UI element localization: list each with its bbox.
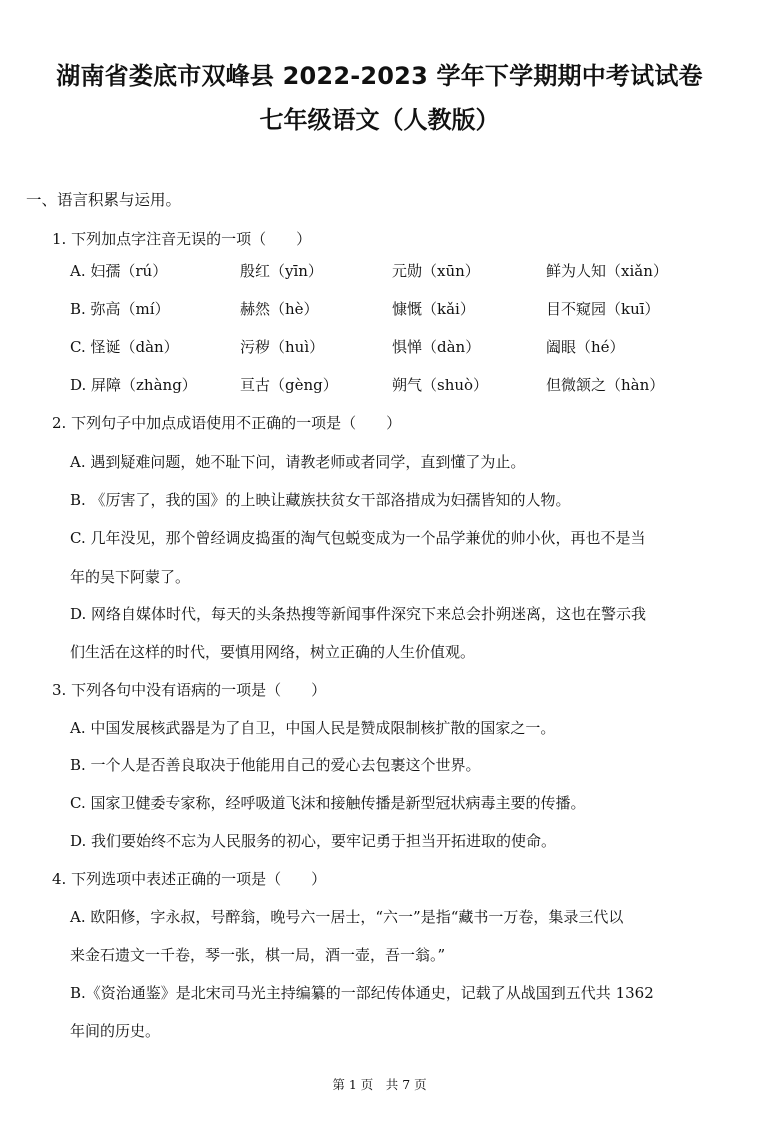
q1-option-a-2: 殷红（yīn） [240,262,323,280]
q1-option-d-1: D. 屏障（zhàng） [70,376,197,394]
section-heading: 一、语言积累与运用。 [26,191,182,209]
q1-option-b-3: 慷慨（kǎi） [392,300,475,318]
q1-option-d-3: 朔气（shuò） [392,376,489,394]
q1-option-c-4: 阖眼（hé） [546,338,625,356]
q1-option-c-1: C. 怪诞（dàn） [70,338,179,356]
q3-option-a: A. 中国发展核武器是为了自卫，中国人民是赞成限制核扩散的国家之一。 [70,719,556,737]
exam-title: 湖南省娄底市双峰县 2022-2023 学年下学期期中考试试卷 [56,62,703,90]
q2-option-b: B. 《厉害了，我的国》的上映让藏族扶贫女干部洛措成为妇孺皆知的人物。 [70,491,571,509]
q2-option-d-line2: 们生活在这样的时代，要慎用网络，树立正确的人生价值观。 [70,643,476,661]
q4-option-a-line2: 来金石遗文一千卷，琴一张，棋一局，酒一壶，吾一翁。” [70,946,446,964]
q2-option-a: A. 遇到疑难问题，她不耻下问，请教老师或者同学，直到懂了为止。 [70,453,526,471]
q4-option-a-line1: A. 欧阳修，字永叔，号醉翁，晚号六一居士，“六一”是指“藏书一万卷，集录三代以 [70,908,624,926]
q4-option-b-line1: B.《资治通鉴》是北宋司马光主持编纂的一部纪传体通史，记载了从战国到五代共 1362 [70,984,654,1002]
q3-option-b: B. 一个人是否善良取决于他能用自己的爱心去包裹这个世界。 [70,756,481,774]
q1-option-d-4: 但微颔之（hàn） [546,376,665,394]
question-1-stem: 1. 下列加点字注音无误的一项（ ） [52,230,312,248]
q1-option-a-4: 鲜为人知（xiǎn） [546,262,668,280]
q3-option-d: D. 我们要始终不忘为人民服务的初心，要牢记勇于担当开拓进取的使命。 [70,832,557,850]
page-footer: 第 1 页 共 7 页 [332,1077,427,1092]
q3-option-c: C. 国家卫健委专家称，经呼吸道飞沫和接触传播是新型冠状病毒主要的传播。 [70,794,586,812]
q2-option-c-line2: 年的吴下阿蒙了。 [70,568,191,586]
question-4-stem: 4. 下列选项中表述正确的一项是（ ） [52,870,327,888]
q2-option-c-line1: C. 几年没见，那个曾经调皮捣蛋的淘气包蜕变成为一个品学兼优的帅小伙，再也不是当 [70,529,646,547]
question-3-stem: 3. 下列各句中没有语病的一项是（ ） [52,681,327,699]
exam-subtitle: 七年级语文（人教版） [259,106,500,134]
q1-option-c-2: 污秽（huì） [240,338,325,356]
q1-option-b-1: B. 弥高（mí） [70,300,170,318]
question-2-stem: 2. 下列句子中加点成语使用不正确的一项是（ ） [52,414,402,432]
q1-option-a-1: A. 妇孺（rú） [70,262,168,280]
q2-option-d-line1: D. 网络自媒体时代，每天的头条热搜等新闻事件深究下来总会扑朔迷离，这也在警示我 [70,605,647,623]
q1-option-d-2: 亘古（gèng） [240,376,338,394]
q4-option-b-line2: 年间的历史。 [70,1022,161,1040]
q1-option-a-3: 元勋（xūn） [392,262,480,280]
q1-option-b-4: 目不窥园（kuī） [546,300,660,318]
q1-option-b-2: 赫然（hè） [240,300,319,318]
q1-option-c-3: 惧惮（dàn） [392,338,481,356]
